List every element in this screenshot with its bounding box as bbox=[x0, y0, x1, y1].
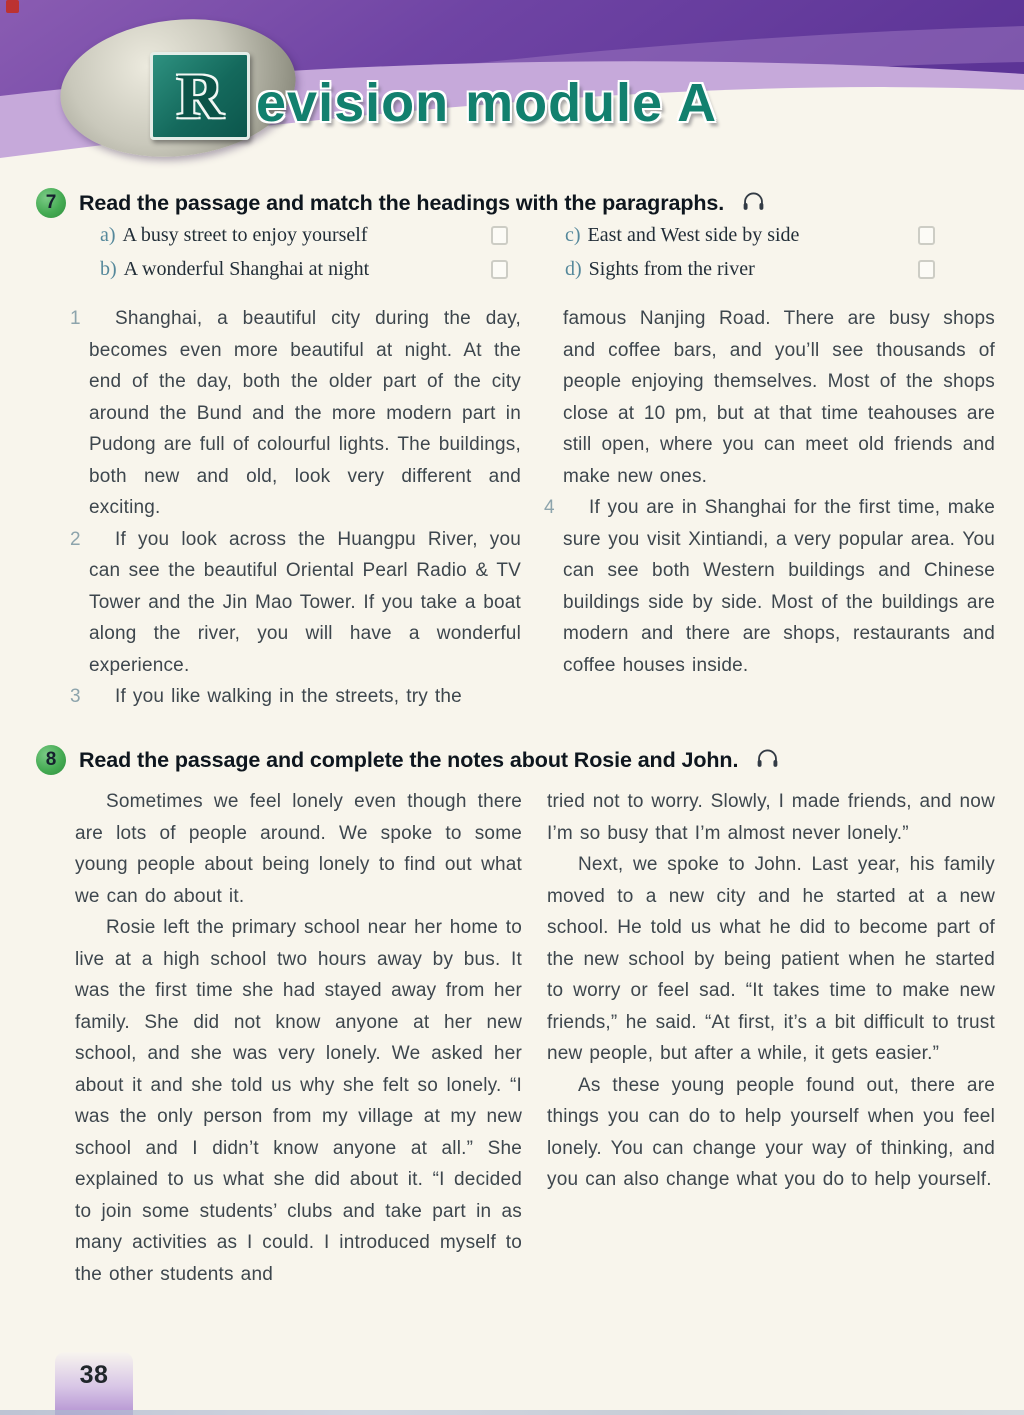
lonely-paragraph-2-continuation bbox=[547, 786, 995, 849]
paragraph-1-number: 1 bbox=[70, 308, 81, 329]
lonely-paragraph-4-text: As these young people found out, there are things you can do to help yourself when you feel lonely. You can change your way of thinking, and you can also change what you do to help yourself. bbox=[547, 1074, 995, 1190]
exercise-8-number-badge: 8 bbox=[36, 745, 66, 775]
logo-letter: R bbox=[176, 60, 224, 131]
lonely-paragraph-2-continuation-text: tried not to worry. Slowly, I made friends, and now I’m so busy that I’m almost never lonely.” bbox=[547, 791, 995, 844]
lonely-paragraph-4 bbox=[547, 1070, 995, 1196]
option-a-text: A busy street to enjoy yourself bbox=[122, 224, 368, 246]
passage-lonely-right-column bbox=[547, 786, 995, 1290]
paragraph-2 bbox=[70, 524, 521, 682]
option-c-text: East and West side by side bbox=[587, 224, 800, 246]
passage-shanghai-right-column bbox=[544, 303, 995, 713]
option-b-answer-box[interactable] bbox=[491, 260, 508, 279]
lonely-paragraph-2-text: Rosie left the primary school near her home to live at a high school two hours away by bus. It was the first time she had stayed away from her family. She did not know anyone at her new school, and she was very lonely. We asked her about it and she told us why she felt so lonely. “I was the only person from my village at my new school and I didn’t know anyone at all.” She explained to us what she did about it. “I decided to join some students’ clubs and take part in as many activities as I could. I introduced myself to the other students and bbox=[75, 917, 522, 1285]
heading-option-b bbox=[100, 258, 508, 281]
paragraph-1 bbox=[70, 303, 521, 524]
paragraph-4-text: If you are in Shanghai for the first time, make sure you visit Xintiandi, a very popular area. You can see both Western buildings and Chinese buildings side by side. Most of the buildings are modern and there are shops, restaurants and coffee houses inside. bbox=[563, 497, 995, 676]
option-c-letter: c) bbox=[565, 224, 581, 246]
exercise-7-number-badge: 7 bbox=[36, 188, 66, 218]
paragraph-1-text: Shanghai, a beautiful city during the day, becomes even more beautiful at night. At the end of the day, both the older part of the city around the Bund and the more modern part in Pudong are full of colourful lights. The buildings, both new and old, look very different and exciting. bbox=[89, 308, 521, 518]
paragraph-2-text: If you look across the Huangpu River, you can see the beautiful Oriental Pearl Radio & TV Tower and the Jin Mao Tower. If you take a boat along the river, you will have a wonderful experience. bbox=[89, 528, 521, 676]
passage-lonely bbox=[75, 786, 995, 1290]
option-b-letter: b) bbox=[100, 258, 117, 280]
option-a-answer-box[interactable] bbox=[491, 226, 508, 245]
lonely-paragraph-1 bbox=[75, 786, 522, 912]
logo-r-tile bbox=[150, 52, 250, 140]
option-c-answer-box[interactable] bbox=[918, 226, 935, 245]
paragraph-3 bbox=[70, 681, 521, 713]
passage-lonely-left-column bbox=[75, 786, 522, 1290]
page-number-tab bbox=[55, 1352, 133, 1415]
page-banner bbox=[0, 0, 1024, 178]
option-d-text: Sights from the river bbox=[588, 258, 755, 280]
heading-option-d bbox=[565, 258, 935, 281]
option-a-letter: a) bbox=[100, 224, 116, 246]
headphones-icon bbox=[754, 745, 781, 780]
paragraph-4 bbox=[544, 492, 995, 681]
exercise-7-title-text: Read the passage and match the headings with the paragraphs. bbox=[79, 191, 725, 215]
scan-artifact bbox=[6, 0, 19, 13]
exercise-7-title bbox=[79, 187, 767, 223]
heading-option-a bbox=[100, 224, 508, 247]
paragraph-4-number: 4 bbox=[544, 497, 555, 518]
exercise-8-title bbox=[79, 744, 781, 780]
paragraph-2-number: 2 bbox=[70, 528, 81, 550]
option-d-letter: d) bbox=[565, 258, 582, 280]
paragraph-3-continuation-text: famous Nanjing Road. There are busy shops and coffee bars, and you’ll see thousands of people enjoying themselves. Most of the shops close at 10 pm, but at that time teahouses are still open, where you can meet old friends and make new ones. bbox=[563, 308, 995, 487]
page-title: evision module A bbox=[256, 73, 718, 133]
headphones-icon bbox=[740, 188, 767, 223]
paragraph-3-number: 3 bbox=[70, 686, 81, 707]
exercise-7-header bbox=[36, 187, 988, 223]
page-number: 38 bbox=[79, 1361, 109, 1389]
heading-option-c bbox=[565, 224, 935, 247]
paragraph-3-text: If you like walking in the streets, try the bbox=[115, 686, 462, 707]
passage-shanghai-left-column bbox=[70, 303, 521, 713]
passage-shanghai bbox=[70, 303, 995, 713]
option-d-answer-box[interactable] bbox=[918, 260, 935, 279]
lonely-paragraph-2 bbox=[75, 912, 522, 1290]
lonely-paragraph-1-text: Sometimes we feel lonely even though there are lots of people around. We spoke to some young people about being lonely to find out what we can do about it. bbox=[75, 791, 522, 907]
lonely-paragraph-3 bbox=[547, 849, 995, 1070]
exercise-8-header bbox=[36, 744, 988, 780]
exercise-8-title-text: Read the passage and complete the notes about Rosie and John. bbox=[79, 748, 739, 772]
page-edge-strip bbox=[0, 1410, 1024, 1415]
paragraph-3-continuation bbox=[544, 303, 995, 492]
lonely-paragraph-3-text: Next, we spoke to John. Last year, his family moved to a new city and he started at a new school. He told us what he did to become part of the new school by being patient when he started to worry or feel sad. “It takes time to make new friends,” he said. “At first, it’s a bit difficult to trust new people, but after a while, it gets easier.” bbox=[547, 854, 995, 1064]
option-b-text: A wonderful Shanghai at night bbox=[123, 258, 370, 280]
